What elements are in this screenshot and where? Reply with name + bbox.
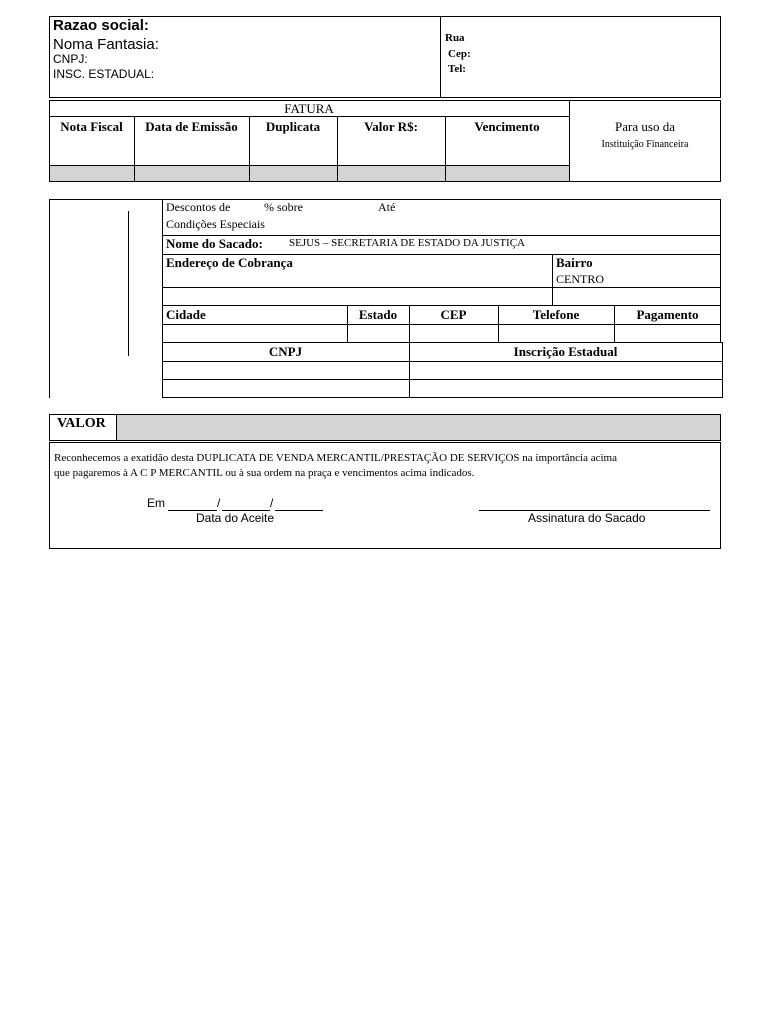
sacado-line xyxy=(162,361,723,362)
percent-sobre-label: % sobre xyxy=(264,200,303,214)
condicoes-label: Condições Especiais xyxy=(166,217,265,231)
ate-label: Até xyxy=(378,200,396,214)
date-line-year xyxy=(275,510,323,511)
fatura-title-line xyxy=(49,116,569,117)
data-aceite-label: Data do Aceite xyxy=(196,511,275,525)
sacado-line xyxy=(162,342,723,343)
company-header xyxy=(49,16,721,98)
inscricao-col-label: Inscrição Estadual xyxy=(513,344,618,359)
cep-label: Cep: xyxy=(448,48,471,60)
date-slash-1: / xyxy=(217,496,221,510)
bairro-sep xyxy=(552,254,553,306)
aceite-text-line1: Reconhecemos a exatidão desta DUPLICATA DE VENDA MERCANTIL/PRESTAÇÃO DE SERVIÇOS na importância acima xyxy=(54,452,617,464)
pagamento-label: Pagamento xyxy=(636,307,699,322)
col-vencimento: Vencimento xyxy=(474,119,540,134)
valor-label: VALOR xyxy=(57,416,106,431)
sacado-line xyxy=(162,287,721,288)
endereco-label: Endereço de Cobrança xyxy=(166,255,293,270)
estado-label: Estado xyxy=(358,307,398,322)
col-data-emissao: Data de Emissão xyxy=(145,119,238,134)
sacado-line xyxy=(162,305,721,306)
sacado-left-border xyxy=(49,199,50,398)
sacado-inner-left xyxy=(162,199,163,398)
cnpj-label: CNPJ: xyxy=(53,52,88,66)
cidade-label: Cidade xyxy=(166,307,206,322)
assinatura-label: Assinatura do Sacado xyxy=(528,511,646,525)
fatura-gray-row xyxy=(50,166,569,181)
nome-sacado-value: SEJUS – SECRETARIA DE ESTADO DA JUSTIÇA xyxy=(289,237,525,249)
bairro-label: Bairro xyxy=(556,255,593,270)
tel-label: Tel: xyxy=(448,63,466,75)
sacado-line xyxy=(162,324,721,325)
para-uso-line1: Para uso da xyxy=(615,119,675,134)
insc-estadual-label: INSC. ESTADUAL: xyxy=(53,67,155,81)
rua-label: Rua xyxy=(445,32,465,44)
em-label: Em xyxy=(147,496,165,510)
col-duplicata: Duplicata xyxy=(265,119,321,134)
cep-col-label: CEP xyxy=(440,307,467,322)
aceite-text-line2: que pagaremos à A C P MERCANTIL ou à sua ordem na praça e vencimentos acima indicados. xyxy=(54,467,475,479)
sacado-line xyxy=(162,379,723,380)
cnpj-col-label: CNPJ xyxy=(268,344,303,359)
nome-sacado-label: Nome do Sacado: xyxy=(166,236,263,251)
telefone-label: Telefone xyxy=(532,307,580,322)
para-uso-line2: Instituição Financeira xyxy=(601,139,689,150)
valor-row xyxy=(49,414,721,441)
descontos-label: Descontos de xyxy=(166,200,231,214)
bairro-value: CENTRO xyxy=(556,272,604,286)
sacado-stub-line xyxy=(128,211,129,356)
date-slash-2: / xyxy=(270,496,274,510)
sacado-line xyxy=(162,397,723,398)
col-valor: Valor R$: xyxy=(364,119,418,134)
razao-social-label: Razao social: xyxy=(53,17,149,34)
col-nota-fiscal: Nota Fiscal xyxy=(60,119,123,134)
cnpj-right-border xyxy=(722,342,723,398)
fatura-title: FATURA xyxy=(284,101,334,116)
fatura-row-line xyxy=(49,165,569,166)
header-divider xyxy=(440,16,441,98)
nome-fantasia-label: Noma Fantasia: xyxy=(53,36,159,53)
valor-sep xyxy=(116,414,117,441)
